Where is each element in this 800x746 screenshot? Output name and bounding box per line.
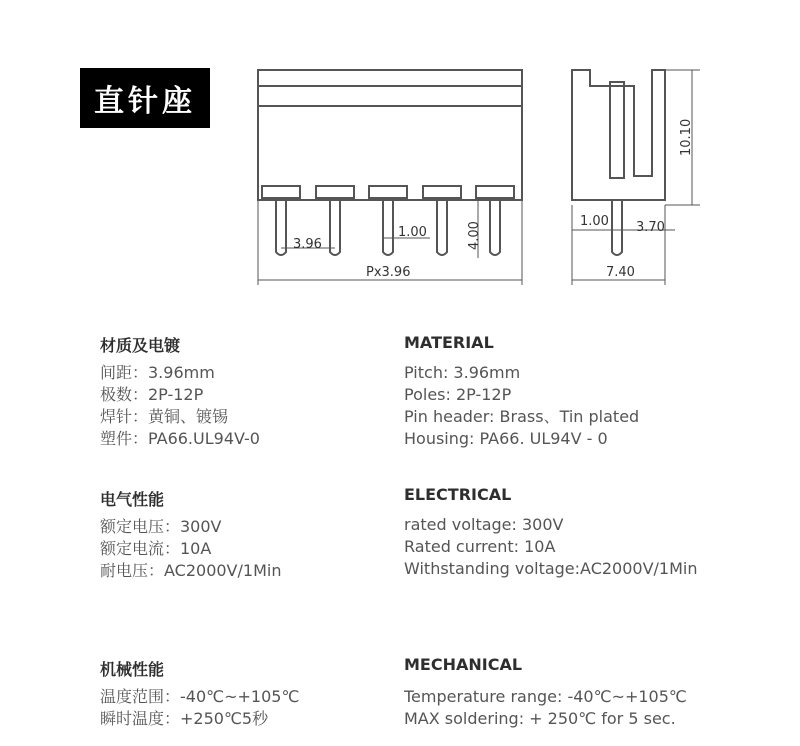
side-housing — [572, 70, 665, 200]
spec-line: Withstanding voltage:AC2000V/1Min — [404, 559, 698, 578]
pin-window — [476, 186, 514, 198]
spec-line: 焊针：黄铜、镀锡 — [100, 407, 229, 426]
front-housing — [258, 70, 522, 200]
spec-line: 额定电流：10A — [100, 539, 212, 558]
spec-line: 极数：2P-12P — [100, 385, 204, 404]
spec-line: Pin header: Brass、Tin plated — [404, 407, 640, 426]
material-heading-cn: 材质及电镀 — [100, 336, 181, 355]
spec-line: rated voltage: 300V — [404, 515, 564, 534]
material-lines-cn — [100, 362, 260, 450]
dim-pitch: 3.96 — [293, 237, 322, 252]
electrical-lines-cn — [100, 516, 281, 582]
electrical-heading-cn: 电气性能 — [100, 490, 165, 509]
dim-side-offset: 3.70 — [636, 220, 665, 235]
spec-line: Temperature range: -40℃~+105℃ — [404, 687, 687, 706]
pin-window — [316, 186, 354, 198]
electrical-heading-en: ELECTRICAL — [404, 485, 512, 504]
dim-pin-length: 4.00 — [467, 221, 482, 250]
pin — [437, 200, 447, 255]
mechanical-heading-en: MECHANICAL — [404, 655, 523, 674]
electrical-lines-en — [404, 514, 698, 580]
dim-pin-width: 1.00 — [398, 225, 427, 240]
pin-window — [262, 186, 300, 198]
dim-side-width: 7.40 — [606, 265, 635, 280]
pin — [383, 200, 393, 255]
dim-side-pin-width: 1.00 — [580, 214, 609, 229]
spec-line: 温度范围：-40℃~+105℃ — [100, 687, 300, 706]
spec-line: Housing: PA66. UL94V - 0 — [404, 429, 608, 448]
spec-line: MAX soldering: + 250℃ for 5 sec. — [404, 709, 676, 728]
spec-line: 额定电压：300V — [100, 517, 222, 536]
page-title: 直针座 — [80, 68, 210, 128]
spec-line: Rated current: 10A — [404, 537, 556, 556]
side-pin — [610, 82, 624, 178]
mechanical-heading-cn: 机械性能 — [100, 660, 165, 679]
mechanical-lines-en — [404, 686, 687, 730]
spec-line: 耐电压：AC2000V/1Min — [100, 561, 282, 580]
pin-window — [423, 186, 461, 198]
mechanical-lines-cn — [100, 686, 299, 730]
dim-side-height: 10.10 — [679, 118, 694, 156]
material-heading-en: MATERIAL — [404, 333, 494, 352]
material-lines-en — [404, 362, 639, 450]
spec-line: 间距：3.96mm — [100, 363, 215, 382]
spec-line: Pitch: 3.96mm — [404, 363, 521, 382]
pin — [276, 200, 286, 255]
pin-window — [369, 186, 407, 198]
spec-line: Poles: 2P-12P — [404, 385, 512, 404]
connector-drawing — [0, 0, 800, 300]
pin — [330, 200, 340, 255]
spec-line: 塑件：PA66.UL94V-0 — [100, 429, 260, 448]
spec-line: 瞬时温度：+250℃5秒 — [100, 709, 269, 728]
dim-total-length: Px3.96 — [366, 265, 411, 280]
pin — [490, 200, 500, 255]
